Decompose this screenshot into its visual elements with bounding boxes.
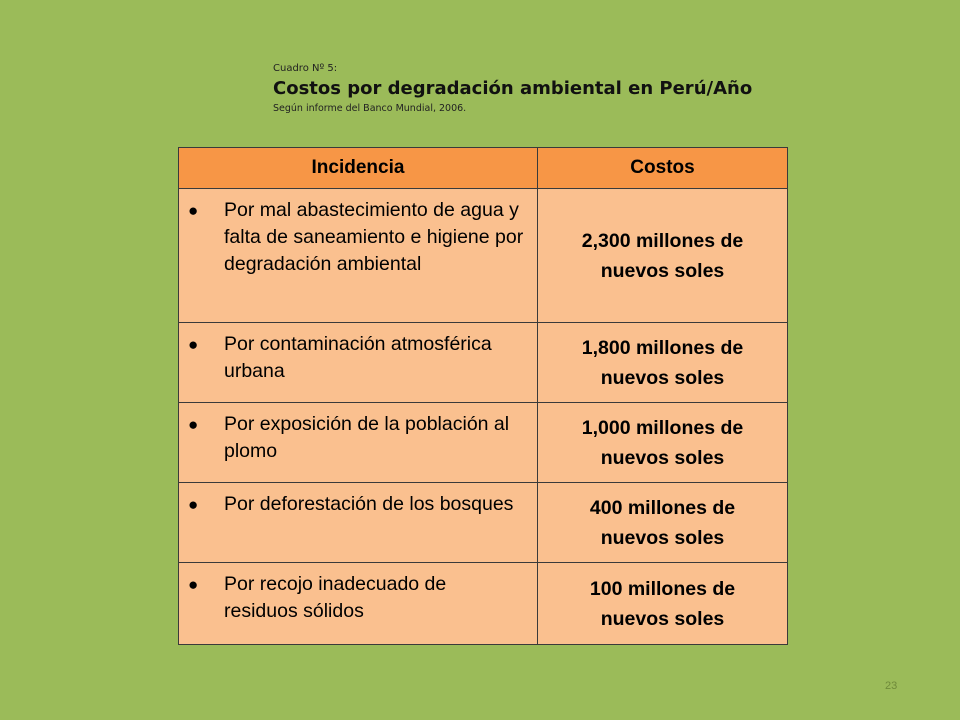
bullet-icon: ●: [188, 335, 199, 354]
bullet-icon: ●: [188, 415, 199, 434]
cost-cell: [538, 563, 788, 645]
cost-value: 1,000 millones de nuevos soles: [581, 416, 744, 469]
caption-block: [273, 62, 913, 115]
caption-source: Según informe del Banco Mundial, 2006.: [273, 103, 467, 114]
header-costs: Costos: [538, 148, 788, 189]
header-incidence: Incidencia: [179, 148, 538, 189]
cost-cell: [538, 323, 788, 403]
costs-table: [178, 147, 788, 645]
caption-title: Costos por degradación ambiental en Perú/Año: [273, 78, 753, 99]
incidence-text: Por exposición de la población al plomo: [224, 413, 510, 462]
caption-label: Cuadro Nº 5:: [273, 63, 338, 74]
cost-cell: [538, 189, 788, 323]
bullet-icon: ●: [188, 495, 199, 514]
incidence-text: Por mal abastecimiento de agua y falta de saneamiento e higiene por degradación ambiental: [224, 199, 524, 275]
bullet-icon: ●: [188, 575, 199, 594]
page-number: 23: [885, 680, 898, 692]
table-row: [179, 189, 788, 323]
incidence-text: Por contaminación atmosférica urbana: [224, 333, 492, 382]
cost-value: 2,300 millones de nuevos soles: [581, 229, 744, 282]
bullet-icon: ●: [188, 201, 199, 220]
incidence-cell: [179, 483, 538, 563]
cost-cell: [538, 403, 788, 483]
table-row: [179, 323, 788, 403]
incidence-text: Por recojo inadecuado de residuos sólidos: [224, 573, 447, 622]
table-row: [179, 403, 788, 483]
incidence-cell: [179, 403, 538, 483]
incidence-text: Por deforestación de los bosques: [224, 493, 514, 515]
cost-value: 400 millones de nuevos soles: [589, 496, 736, 549]
table-row: [179, 483, 788, 563]
cost-value: 1,800 millones de nuevos soles: [581, 336, 744, 389]
table-row: [179, 563, 788, 645]
cost-cell: [538, 483, 788, 563]
incidence-cell: [179, 189, 538, 323]
incidence-cell: [179, 563, 538, 645]
table-header-row: [179, 148, 788, 189]
incidence-cell: [179, 323, 538, 403]
cost-value: 100 millones de nuevos soles: [589, 577, 736, 630]
